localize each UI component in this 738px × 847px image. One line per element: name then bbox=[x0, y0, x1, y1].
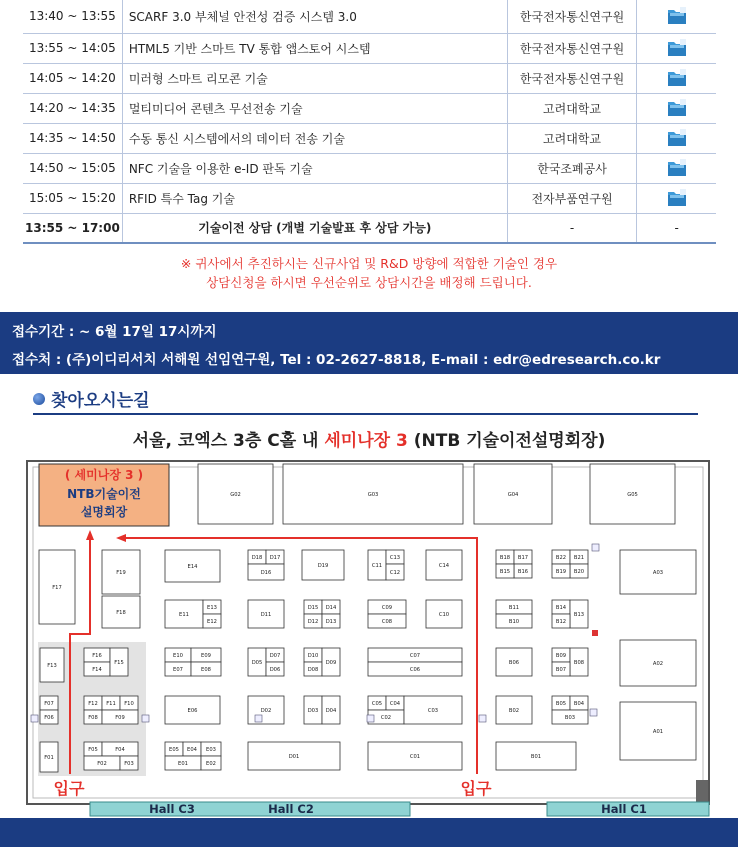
booth-label: F18 bbox=[116, 610, 126, 616]
booth-label: D17 bbox=[269, 555, 281, 561]
booth-label: D05 bbox=[251, 660, 263, 666]
table-row bbox=[23, 153, 716, 183]
info-marker bbox=[255, 715, 262, 722]
booth-label: C02 bbox=[380, 715, 392, 721]
booth-label: C04 bbox=[389, 701, 401, 707]
time-cell: 15:05 ~ 15:20 bbox=[23, 183, 122, 213]
info-marker bbox=[590, 709, 597, 716]
folder-download-icon[interactable] bbox=[667, 69, 687, 87]
booth-label: F08 bbox=[88, 715, 98, 721]
file-cell[interactable] bbox=[637, 93, 716, 123]
booth-label: E09 bbox=[201, 653, 211, 659]
booth-label: B01 bbox=[530, 754, 542, 760]
booth-label: B12 bbox=[555, 619, 567, 625]
booth-label: F11 bbox=[106, 701, 116, 707]
heading-divider bbox=[33, 413, 698, 415]
booth-label: E02 bbox=[206, 761, 216, 767]
folder-download-icon[interactable] bbox=[667, 129, 687, 147]
hall-c2-label: Hall C2 bbox=[268, 802, 314, 816]
booth-label: C11 bbox=[371, 563, 383, 569]
time-cell: 14:35 ~ 14:50 bbox=[23, 123, 122, 153]
booth-label: B18 bbox=[499, 555, 511, 561]
booth-label: F13 bbox=[47, 663, 57, 669]
booth-label: D08 bbox=[307, 667, 319, 673]
seminar-room-title: NTB기술이전 bbox=[67, 487, 141, 501]
title-cell: RFID 특수 Tag 기술 bbox=[122, 183, 507, 213]
notice-text bbox=[0, 254, 738, 292]
directions-heading-text: 찾아오시는길 bbox=[51, 391, 150, 411]
booth-label: B03 bbox=[564, 715, 576, 721]
booth-label: B07 bbox=[555, 667, 567, 673]
booth-label: F14 bbox=[92, 667, 102, 673]
booth-label: C10 bbox=[438, 612, 450, 618]
table-row bbox=[23, 63, 716, 93]
booth-label: D04 bbox=[325, 708, 337, 714]
booth-label: D12 bbox=[307, 619, 319, 625]
booth-label: B21 bbox=[573, 555, 585, 561]
info-marker bbox=[31, 715, 38, 722]
booth-label: C05 bbox=[371, 701, 383, 707]
title-cell: 수동 통신 시스템에서의 데이터 전송 기술 bbox=[122, 123, 507, 153]
info-marker bbox=[142, 715, 149, 722]
org-cell: 고려대학교 bbox=[507, 123, 637, 153]
booth-label: D18 bbox=[251, 555, 263, 561]
booth-label: C03 bbox=[427, 708, 439, 714]
booth-label: E01 bbox=[178, 761, 188, 767]
booth-label: F17 bbox=[52, 585, 62, 591]
folder-download-icon[interactable] bbox=[667, 159, 687, 177]
booth-label: B11 bbox=[508, 605, 520, 611]
booth-label: B17 bbox=[517, 555, 529, 561]
booth-label: E12 bbox=[207, 619, 217, 625]
venue-prefix: 서울, 코엑스 3층 C홀 내 bbox=[132, 431, 325, 451]
file-cell[interactable] bbox=[637, 63, 716, 93]
entrance-left: 입구 bbox=[53, 779, 85, 798]
booth-label: B02 bbox=[508, 708, 520, 714]
booth-label: F02 bbox=[97, 761, 107, 767]
booth-label: F16 bbox=[92, 653, 102, 659]
corner-block bbox=[696, 780, 708, 802]
table-row bbox=[23, 93, 716, 123]
booth-label: E07 bbox=[173, 667, 183, 673]
booth-label: A01 bbox=[652, 729, 664, 735]
booth-label: D07 bbox=[269, 653, 281, 659]
booth-label: C13 bbox=[389, 555, 401, 561]
hall-c1-label: Hall C1 bbox=[601, 802, 647, 816]
table-row bbox=[23, 213, 716, 243]
file-cell[interactable] bbox=[637, 123, 716, 153]
booth-label: E06 bbox=[187, 708, 198, 714]
org-cell: 고려대학교 bbox=[507, 93, 637, 123]
booth-label: G05 bbox=[627, 492, 638, 498]
file-cell[interactable] bbox=[637, 0, 716, 33]
booth-label: B06 bbox=[508, 660, 520, 666]
booth-label: G02 bbox=[230, 492, 241, 498]
org-cell: 한국전자통신연구원 bbox=[507, 33, 637, 63]
booth-label: B08 bbox=[573, 660, 585, 666]
file-cell[interactable] bbox=[637, 33, 716, 63]
booth-label: F12 bbox=[88, 701, 98, 707]
booth-label: F10 bbox=[124, 701, 134, 707]
folder-download-icon[interactable] bbox=[667, 99, 687, 117]
booth-label: B10 bbox=[508, 619, 520, 625]
contact-band bbox=[0, 312, 738, 374]
booth-label: B19 bbox=[555, 569, 567, 575]
booth-label: C12 bbox=[389, 570, 401, 576]
table-row bbox=[23, 123, 716, 153]
org-cell: 한국전자통신연구원 bbox=[507, 63, 637, 93]
title-cell: 멀티미디어 콘텐츠 무선전송 기술 bbox=[122, 93, 507, 123]
booth-label: B05 bbox=[555, 701, 567, 707]
booth-label: D15 bbox=[307, 605, 319, 611]
booth-label: G04 bbox=[507, 492, 519, 498]
file-cell: - bbox=[637, 213, 716, 243]
booth-label: F09 bbox=[115, 715, 125, 721]
booth-label: E04 bbox=[187, 747, 197, 753]
booth-label: F06 bbox=[44, 715, 54, 721]
fire-marker bbox=[592, 630, 598, 636]
title-cell: 미러형 스마트 리모콘 기술 bbox=[122, 63, 507, 93]
booth-label: B13 bbox=[573, 612, 585, 618]
title-cell: 기술이전 상담 (개별 기술발표 후 상담 가능) bbox=[122, 213, 507, 243]
booth-label: F01 bbox=[44, 755, 54, 761]
info-marker bbox=[367, 715, 374, 722]
file-cell[interactable] bbox=[637, 183, 716, 213]
booth-label: B04 bbox=[573, 701, 585, 707]
deadline-text: 접수기간 : ~ 6월 17일 17시까지 bbox=[12, 324, 217, 340]
folder-download-icon[interactable] bbox=[667, 189, 687, 207]
title-cell: SCARF 3.0 부체널 안전성 검증 시스템 3.0 bbox=[122, 0, 507, 33]
time-cell: 14:20 ~ 14:35 bbox=[23, 93, 122, 123]
venue-highlight: 세미나장 3 bbox=[324, 431, 408, 451]
booth-label: D09 bbox=[325, 660, 337, 666]
booth-label: B16 bbox=[517, 569, 529, 575]
schedule-table bbox=[23, 0, 716, 244]
file-cell[interactable] bbox=[637, 153, 716, 183]
title-cell: NFC 기술을 이용한 e-ID 판독 기술 bbox=[122, 153, 507, 183]
booth-label: B20 bbox=[573, 569, 585, 575]
booth-label: C07 bbox=[409, 653, 421, 659]
booth-label: D10 bbox=[307, 653, 319, 659]
booth-label: C09 bbox=[381, 605, 393, 611]
booth-label: G03 bbox=[367, 492, 379, 498]
booth-label: F03 bbox=[124, 761, 134, 767]
booth-label: D02 bbox=[260, 708, 272, 714]
time-cell: 13:55 ~ 17:00 bbox=[23, 213, 122, 243]
notice-line-2: 상담신청을 하시면 우선순위로 상담시간을 배정해 드립니다. bbox=[206, 275, 532, 290]
booth-label: E14 bbox=[187, 564, 198, 570]
folder-download-icon[interactable] bbox=[667, 7, 687, 25]
booth-label: D01 bbox=[288, 754, 300, 760]
title-cell: HTML5 기반 스마트 TV 통합 앱스토어 시스템 bbox=[122, 33, 507, 63]
info-marker bbox=[592, 544, 599, 551]
time-cell: 14:50 ~ 15:05 bbox=[23, 153, 122, 183]
booth-label: F15 bbox=[114, 660, 124, 666]
booth-label: C08 bbox=[381, 619, 393, 625]
venue-title bbox=[0, 426, 738, 451]
booth-label: E05 bbox=[169, 747, 179, 753]
booth-label: D14 bbox=[325, 605, 337, 611]
booth-label: D06 bbox=[269, 667, 281, 673]
booth-label: C14 bbox=[438, 563, 450, 569]
booth-label: E13 bbox=[207, 605, 217, 611]
entrance-right: 입구 bbox=[460, 779, 492, 798]
booth-label: B15 bbox=[499, 569, 511, 575]
booth-label: F05 bbox=[88, 747, 98, 753]
seminar-room-subtitle: 설명회장 bbox=[80, 505, 128, 519]
footer-band bbox=[0, 818, 738, 847]
booth-label: D16 bbox=[260, 570, 272, 576]
table-row bbox=[23, 0, 716, 33]
booth-label: E10 bbox=[173, 653, 183, 659]
booth-label: C01 bbox=[409, 754, 421, 760]
table-row bbox=[23, 183, 716, 213]
seminar-room-name: ( 세미나장 3 ) bbox=[64, 468, 144, 482]
bullet-icon bbox=[33, 393, 45, 405]
booth-label: B22 bbox=[555, 555, 567, 561]
booth-label: D03 bbox=[307, 708, 319, 714]
org-cell: 한국전자통신연구원 bbox=[507, 0, 637, 33]
notice-line-1: ※ 귀사에서 추진하시는 신규사업 및 R&D 방향에 적합한 기술인 경우 bbox=[180, 256, 558, 271]
booth-label: B14 bbox=[555, 605, 567, 611]
booth-label: A03 bbox=[652, 570, 664, 576]
org-cell: 전자부품연구원 bbox=[507, 183, 637, 213]
booth-label: F07 bbox=[44, 701, 54, 707]
booth-label: D13 bbox=[325, 619, 337, 625]
directions-heading bbox=[33, 386, 150, 411]
booth-label: A02 bbox=[652, 661, 664, 667]
contact-info: 접수처 : (주)이디리서치 서해원 선임연구원, Tel : 02-2627-8818, E-mail : edr@edresearch.co.kr bbox=[12, 352, 661, 368]
booth-label: D19 bbox=[317, 563, 329, 569]
folder-download-icon[interactable] bbox=[667, 39, 687, 57]
booth-label: E08 bbox=[201, 667, 211, 673]
time-cell: 13:55 ~ 14:05 bbox=[23, 33, 122, 63]
booth-label: F04 bbox=[115, 747, 125, 753]
booth-label: B09 bbox=[555, 653, 567, 659]
org-cell: - bbox=[507, 213, 637, 243]
hall-c3-label: Hall C3 bbox=[149, 802, 195, 816]
booth-label: E03 bbox=[206, 747, 216, 753]
table-row bbox=[23, 33, 716, 63]
info-marker bbox=[479, 715, 486, 722]
venue-suffix: (NTB 기술이전설명회장) bbox=[407, 431, 606, 451]
booth-label: C06 bbox=[409, 667, 421, 673]
booth-label: D11 bbox=[260, 612, 272, 618]
floor-map bbox=[0, 452, 738, 818]
org-cell: 한국조폐공사 bbox=[507, 153, 637, 183]
time-cell: 14:05 ~ 14:20 bbox=[23, 63, 122, 93]
time-cell: 13:40 ~ 13:55 bbox=[23, 0, 122, 33]
booth-label: F19 bbox=[116, 570, 126, 576]
booth-label: E11 bbox=[179, 612, 189, 618]
hall-band-c3-c2 bbox=[90, 802, 410, 816]
